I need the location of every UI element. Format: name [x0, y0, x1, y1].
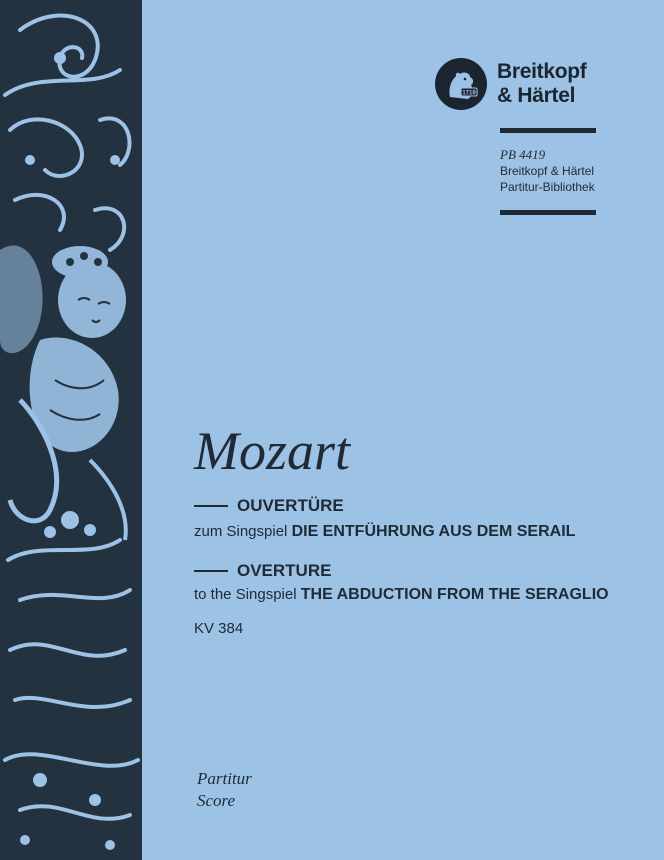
subtitle-german-work: DIE ENTFÜHRUNG AUS DEM SERAIL: [291, 523, 576, 540]
publisher-name-line1: Breitkopf: [497, 60, 587, 83]
title-english-main: OVERTURE: [237, 561, 332, 580]
publisher-logo: [434, 57, 586, 111]
ornament-illustration: [0, 0, 142, 860]
edition-format: [197, 768, 252, 812]
publisher-wordmark: [497, 60, 586, 108]
edition-code: PB 4419: [500, 147, 546, 162]
subtitle-german-prefix: zum Singspiel: [194, 523, 288, 540]
series-rule-top: [500, 128, 596, 133]
title-german-main: OUVERTÜRE: [237, 496, 344, 515]
format-german: Partitur: [197, 769, 252, 788]
series-publisher: Breitkopf & Härtel: [500, 164, 595, 178]
title-german: [194, 496, 344, 516]
subtitle-english: [194, 586, 609, 604]
subtitle-english-work: THE ABDUCTION FROM THE SERAGLIO: [300, 586, 609, 603]
title-english: [194, 561, 331, 581]
publisher-name-line2: & Härtel: [497, 84, 576, 107]
series-info: [500, 147, 630, 195]
ornament-cherub-engraving: [0, 0, 142, 860]
catalog-number: KV 384: [194, 620, 244, 637]
subtitle-german: [194, 523, 575, 541]
title-dash: [194, 505, 228, 507]
composer-name: Mozart: [194, 421, 351, 481]
subtitle-english-prefix: to the Singspiel: [194, 586, 297, 603]
series-rule-bottom: [500, 210, 596, 215]
bear-emblem-icon: [434, 57, 488, 111]
format-english: Score: [197, 791, 236, 810]
title-dash: [194, 570, 228, 572]
logo-badge-year: 1719: [462, 90, 476, 97]
series-name: Partitur-Bibliothek: [500, 180, 595, 194]
